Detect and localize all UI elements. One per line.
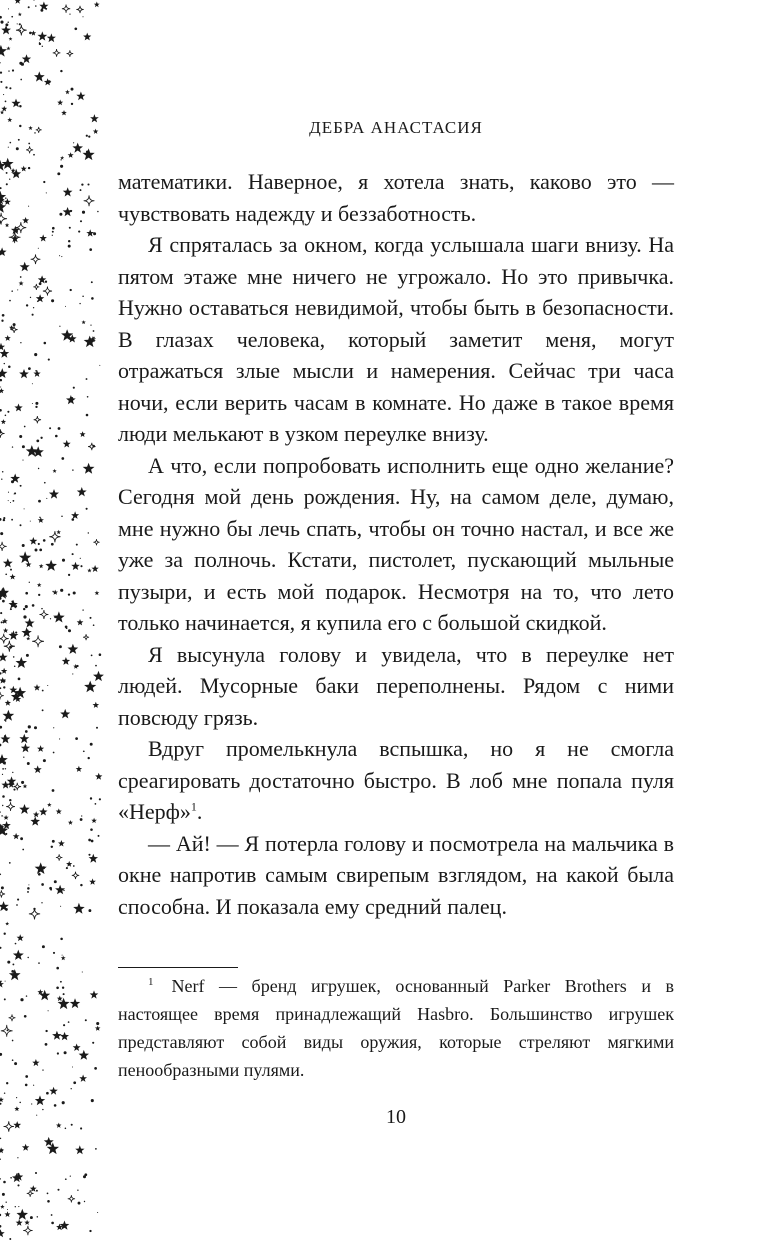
- footnote-reference[interactable]: 1: [190, 799, 197, 814]
- footnote-divider: [118, 967, 238, 968]
- paragraph: Я спряталась за окном, когда услышала шаги внизу. На пятом этаже мне ничего не угрожало. Но это привычка. Нужно оставаться невидимой, чтобы быть в безопасности. В глазах человека, который заметит меня, могут отражаться злые мысли и намерения. Сейчас три часа ночи, если верить часам в комнате. Но даже в такое время люди мелькают в узком переулке внизу.: [118, 232, 674, 446]
- footnote-mark: 1: [148, 976, 154, 988]
- footnote-text: Nerf — бренд игрушек, основанный Parker Brothers и в настоящее время принадлежащий Hasbro. Большинство игрушек представляют собой виды оружия, которые стреляют мягкими пенообразными пулями.: [118, 976, 674, 1080]
- paragraph: А что, если попробовать исполнить еще одно желание? Сегодня мой день рождения. Ну, на самом деле, думаю, мне нужно бы лечь спать, чтобы он точно настал, и все же уже за полночь. Кстати, пистолет, пускающий мыльные пузыри, и есть мой подарок. Несмотря на то, что лето только начинается, я купила его с большой скидкой.: [118, 452, 674, 635]
- paragraph: — Ай! — Я потерла голову и посмотрела на мальчика в окне напротив самым свирепым взглядом, на какой была способна. И показала ему средний палец.: [118, 830, 674, 919]
- paragraph: Вдруг промелькнула вспышка, но я не смогла среагировать достаточно быстро. В лоб мне попала пуля «Нерф»$^1$.: [118, 736, 674, 824]
- starfield-border-icon: [0, 0, 105, 1241]
- body-text: [118, 166, 674, 922]
- footnote: [118, 972, 674, 1084]
- paragraph: Я высунула голову и увидела, что в переулке нет людей. Мусорные баки переполнены. Рядом с ними повсюду грязь.: [118, 641, 674, 730]
- page-number: 10: [386, 1106, 406, 1128]
- paragraph: математики. Наверное, я хотела знать, каково это — чувствовать надежду и беззаботность.: [118, 169, 674, 226]
- paragraph-text: Вдруг промелькнула вспышка, но я не смогла среагировать достаточно быстро. В лоб мне попала пуля «Нерф»: [118, 736, 674, 824]
- running-header: ДЕБРА АНАСТАСИЯ: [309, 118, 483, 137]
